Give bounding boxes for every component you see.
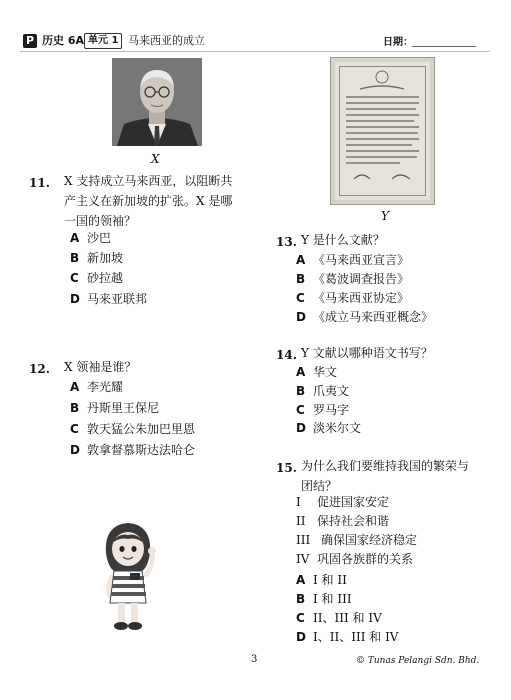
question-11-text-line-1: X 支持成立马来西亚，以阻断共 bbox=[64, 174, 233, 188]
q14-option-b-text: 爪夷文 bbox=[313, 384, 350, 398]
q15-option-a-letter: A bbox=[296, 573, 306, 587]
q15-option-c-text: II、III 和 IV bbox=[313, 611, 382, 625]
cartoon-girl-illustration bbox=[88, 515, 168, 635]
q12-option-b-text: 丹斯里王保尼 bbox=[87, 401, 160, 415]
q15-statement-iii-numeral: III bbox=[296, 533, 311, 547]
q12-option-a-letter: A bbox=[70, 380, 80, 394]
question-11-number: 11. bbox=[29, 176, 50, 190]
photo-caption: X bbox=[151, 152, 160, 166]
subject-label: 历史 6A bbox=[42, 34, 84, 47]
q13-option-a-text: 《马来西亚宣言》 bbox=[313, 253, 410, 267]
q13-option-b-letter: B bbox=[296, 272, 306, 286]
q15-statement-iv-numeral: IV bbox=[296, 552, 310, 566]
q13-option-b-text: 《葛波调查报告》 bbox=[313, 272, 410, 286]
q11-option-d-text: 马来亚联邦 bbox=[87, 292, 148, 306]
question-15-text-line-1: 为什么我们要维持我国的繁荣与 bbox=[301, 459, 470, 473]
question-11-text-line-2: 产主义在新加坡的扩张。X 是哪 bbox=[64, 194, 233, 208]
question-13-text: Y 是什么文献？ bbox=[301, 233, 385, 247]
q12-option-c-letter: C bbox=[70, 422, 79, 436]
q15-statement-i-text: 促进国家安定 bbox=[317, 495, 390, 509]
document-caption: Y bbox=[381, 209, 389, 223]
unit-tag: 单元 1 bbox=[84, 33, 122, 49]
date-label: 日期： bbox=[383, 37, 413, 48]
q14-option-d-letter: D bbox=[296, 421, 306, 435]
question-15-number: 15. bbox=[276, 461, 297, 475]
q13-option-d-letter: D bbox=[296, 310, 306, 324]
q14-option-b-letter: B bbox=[296, 384, 306, 398]
q11-option-a-letter: A bbox=[70, 231, 80, 245]
q11-option-d-letter: D bbox=[70, 292, 80, 306]
q14-option-c-text: 罗马字 bbox=[313, 403, 350, 417]
q13-option-a-letter: A bbox=[296, 253, 306, 267]
q12-option-b-letter: B bbox=[70, 401, 80, 415]
q15-option-d-text: I、II、III 和 IV bbox=[313, 630, 399, 644]
q15-option-b-letter: B bbox=[296, 592, 306, 606]
question-11-text-line-3: 一国的领袖？ bbox=[64, 214, 137, 228]
q11-option-c-text: 砂拉越 bbox=[87, 271, 124, 285]
q15-statement-i-numeral: I bbox=[296, 495, 301, 509]
q13-option-c-text: 《马来西亚协定》 bbox=[313, 291, 410, 305]
q12-option-d-text: 敦拿督慕斯达法哈仑 bbox=[87, 443, 196, 457]
q15-statement-ii-text: 保持社会和谐 bbox=[317, 514, 390, 528]
header-divider bbox=[20, 51, 490, 52]
q15-statement-ii-numeral: II bbox=[296, 514, 306, 528]
historical-document-image bbox=[330, 57, 435, 205]
question-12-text: X 领袖是谁？ bbox=[64, 360, 137, 374]
q15-option-b-text: I 和 III bbox=[313, 592, 352, 606]
q13-option-c-letter: C bbox=[296, 291, 305, 305]
copyright-notice: © Tunas Pelangi Sdn. Bhd. bbox=[356, 656, 480, 666]
question-12-number: 12. bbox=[29, 362, 50, 376]
q15-statement-iv-text: 巩固各族群的关系 bbox=[317, 552, 414, 566]
q15-option-c-letter: C bbox=[296, 611, 305, 625]
question-13-number: 13. bbox=[276, 235, 297, 249]
q14-option-a-letter: A bbox=[296, 365, 306, 379]
q12-option-c-text: 敦天猛公朱加巴里恩 bbox=[87, 422, 196, 436]
page-number: 3 bbox=[251, 654, 258, 665]
date-fill-line bbox=[412, 46, 476, 47]
question-14-text: Y 文献以哪种语文书写？ bbox=[301, 346, 433, 360]
leader-photo bbox=[112, 58, 202, 146]
question-14-number: 14. bbox=[276, 348, 297, 362]
publisher-logo: P bbox=[23, 34, 37, 48]
q15-option-a-text: I 和 II bbox=[313, 573, 347, 587]
q14-option-a-text: 华文 bbox=[313, 365, 338, 379]
q11-option-b-letter: B bbox=[70, 251, 80, 265]
q14-option-d-text: 淡米尔文 bbox=[313, 421, 362, 435]
q13-option-d-text: 《成立马来西亚概念》 bbox=[313, 310, 434, 324]
q11-option-c-letter: C bbox=[70, 271, 79, 285]
q15-option-d-letter: D bbox=[296, 630, 306, 644]
q14-option-c-letter: C bbox=[296, 403, 305, 417]
q12-option-a-text: 李光耀 bbox=[87, 380, 124, 394]
q11-option-b-text: 新加坡 bbox=[87, 251, 124, 265]
q11-option-a-text: 沙巴 bbox=[87, 231, 112, 245]
unit-title: 马来西亚的成立 bbox=[128, 34, 205, 47]
q12-option-d-letter: D bbox=[70, 443, 80, 457]
q15-statement-iii-text: 确保国家经济稳定 bbox=[321, 533, 418, 547]
question-15-text-line-2: 团结？ bbox=[301, 479, 338, 493]
